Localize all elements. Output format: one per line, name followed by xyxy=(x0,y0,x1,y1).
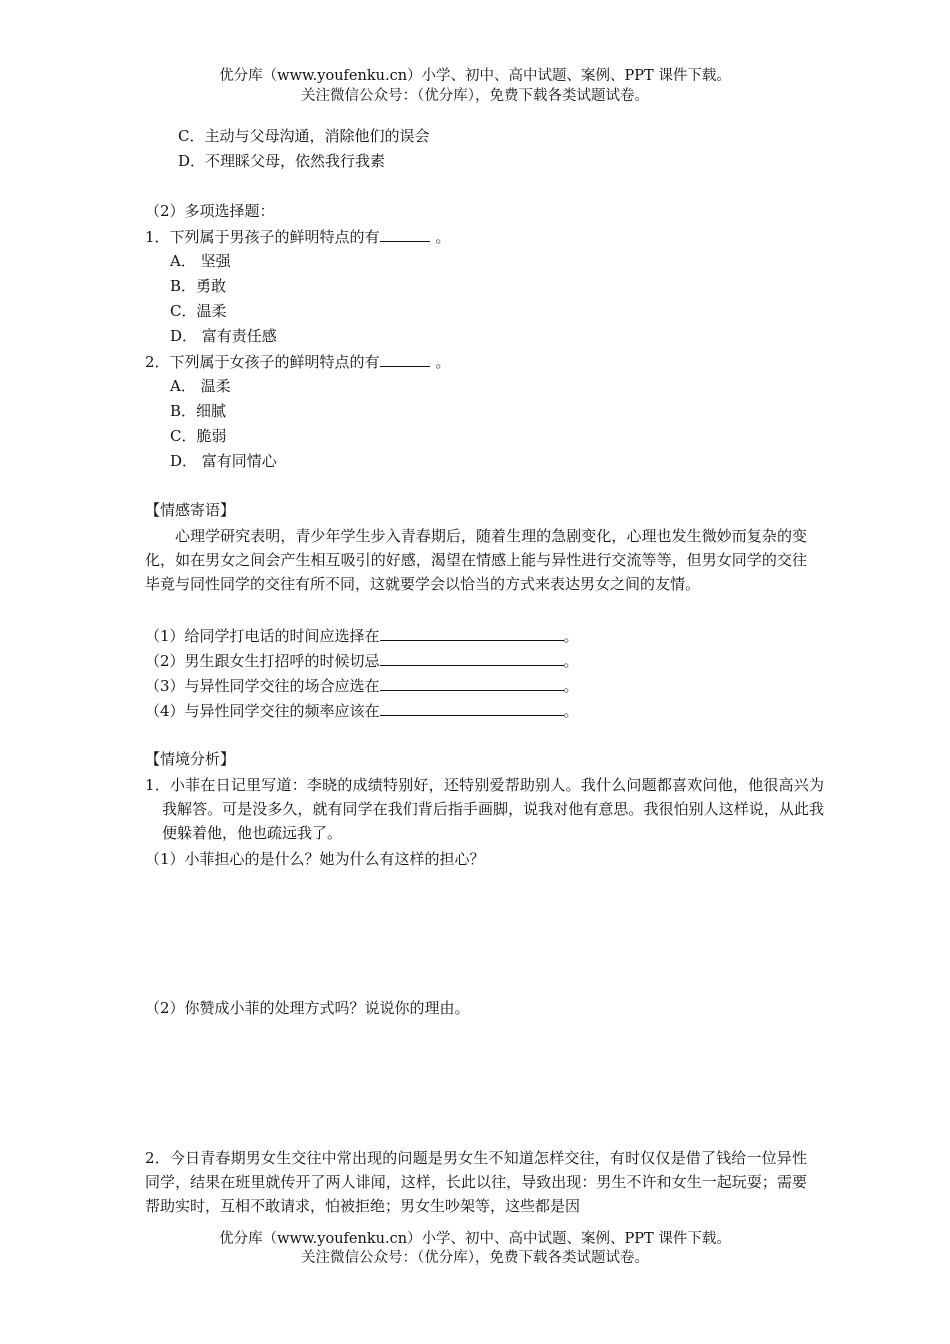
emotion-item-1-blank xyxy=(380,625,564,641)
emotion-item-2 xyxy=(145,650,579,671)
multi-q1-end: 。 xyxy=(435,228,451,246)
emotion-item-2-end: 。 xyxy=(563,652,579,670)
emotion-item-3-blank xyxy=(380,675,564,691)
situation-q2-text: 2．今日青春期男女生交往中常出现的问题是男女生不知道怎样交往，有时仅仅是借了钱给一位异性同学，结果在班里就传开了两人诽闻，这样，长此以往，导致出现：男生不许和女生一起玩耍；需要帮助实时，互相不敢请求，怕被拒绝；男女生吵架等，这些都是因 xyxy=(145,1149,807,1215)
multi-q2-option-b: B．细腻 xyxy=(170,402,227,420)
emotion-item-3-end: 。 xyxy=(563,677,579,695)
multi-q2-option-c: C．脆弱 xyxy=(170,427,227,445)
multi-q2-option-d: D． 富有同情心 xyxy=(170,452,277,470)
multi-q2-stem-text: 2．下列属于女孩子的鲜明特点的有 xyxy=(145,353,380,371)
emotion-item-3 xyxy=(145,675,579,696)
prev-option-d: D．不理睬父母，依然我行我素 xyxy=(178,152,386,170)
prev-option-c: C．主动与父母沟通，消除他们的误会 xyxy=(178,127,430,145)
multi-choice-title: （2）多项选择题： xyxy=(145,202,275,220)
emotion-item-2-blank xyxy=(380,650,564,666)
situation-q1-text: 1．小菲在日记里写道：李晓的成绩特别好，还特别爱帮助别人。我什么问题都喜欢问他，他很高兴为我解答。可是没多久，就有同学在我们背后指手画脚，说我对他有意思。我很怕别人这样说，从此我便躲着他，他也疏远我了。 xyxy=(145,776,824,842)
emotion-item-1-text: （1）给同学打电话的时间应选择在 xyxy=(145,627,380,645)
multi-q1-stem xyxy=(145,226,451,247)
page-footer-line1: 优分库（www.youfenku.cn）小学、初中、高中试题、案例、PPT 课件下载。 xyxy=(219,1231,731,1247)
page-header-line1: 优分库（www.youfenku.cn）小学、初中、高中试题、案例、PPT 课件下载。 xyxy=(219,68,731,84)
multi-q1-option-d: D． 富有责任感 xyxy=(170,327,277,345)
multi-q1-option-c: C．温柔 xyxy=(170,302,227,320)
emotion-item-4-text: （4）与异性同学交往的频率应该在 xyxy=(145,702,380,720)
emotion-item-3-text: （3）与异性同学交往的场合应选在 xyxy=(145,677,380,695)
situation-q1-sub2: （2）你赞成小菲的处理方式吗？说说你的理由。 xyxy=(145,999,470,1017)
emotion-item-4-end: 。 xyxy=(563,702,579,720)
multi-q2-stem xyxy=(145,351,451,372)
multi-q2-blank xyxy=(380,351,430,367)
emotion-item-1-end: 。 xyxy=(563,627,579,645)
multi-q1-option-b: B．勇敢 xyxy=(170,277,227,295)
situation-q1-sub1: （1）小菲担心的是什么？她为什么有这样的担心？ xyxy=(145,850,485,868)
emotion-paragraph: 心理学研究表明，青少年学生步入青春期后，随着生理的急剧变化，心理也发生微妙而复杂的变化，如在男女之间会产生相互吸引的好感，渴望在情感上能与异性进行交流等等，但男女同学的交往毕竟与同性同学的交往有所不同，这就要学会以恰当的方式来表达男女之间的友情。 xyxy=(145,527,807,593)
emotion-title: 【情感寄语】 xyxy=(145,501,236,519)
multi-q1-stem-text: 1．下列属于男孩子的鲜明特点的有 xyxy=(145,228,380,246)
multi-q1-option-a: A． 坚强 xyxy=(170,252,231,270)
situation-title: 【情境分析】 xyxy=(145,750,236,768)
page-header-line2: 关注微信公众号：（优分库），免费下载各类试题试卷。 xyxy=(301,88,649,104)
page-footer-line2: 关注微信公众号：（优分库），免费下载各类试题试卷。 xyxy=(301,1250,649,1266)
multi-q2-option-a: A． 温柔 xyxy=(170,377,231,395)
multi-q1-blank xyxy=(380,226,430,242)
emotion-item-2-text: （2）男生跟女生打招呼的时候切忌 xyxy=(145,652,380,670)
emotion-item-4 xyxy=(145,700,579,721)
emotion-item-4-blank xyxy=(380,700,564,716)
multi-q2-end: 。 xyxy=(435,353,451,371)
emotion-item-1 xyxy=(145,625,579,646)
